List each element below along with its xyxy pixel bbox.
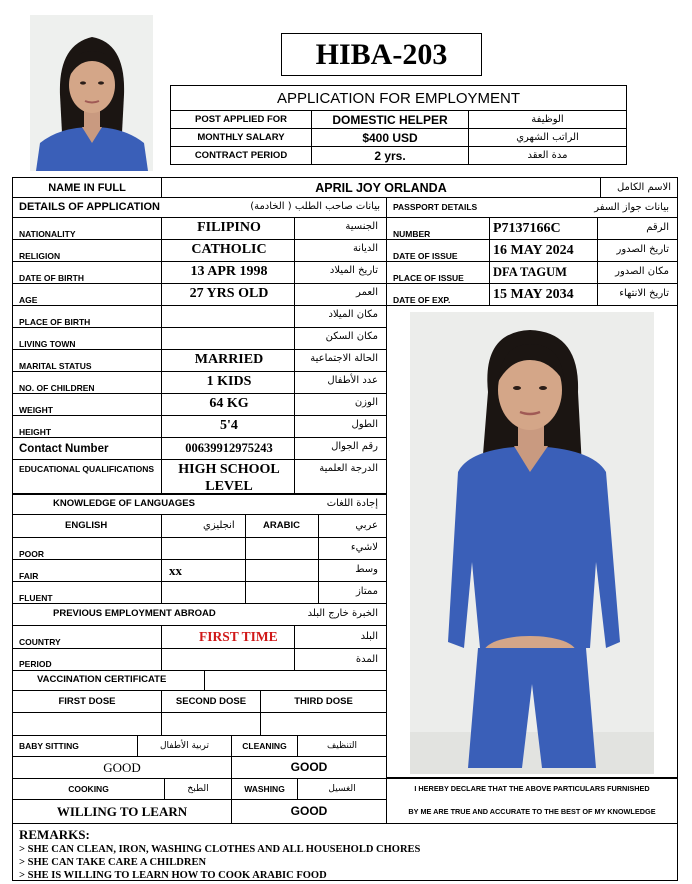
language-level-row: [12, 559, 387, 582]
post-value: DOMESTIC HELPER: [311, 110, 469, 129]
passport-row-label-ar: مكان الصدور: [615, 266, 669, 277]
details-row: [12, 437, 387, 460]
details-row: [12, 415, 387, 438]
languages-header: [12, 493, 387, 515]
details-row-label: PLACE OF BIRTH: [19, 317, 91, 327]
third-dose-value: [260, 712, 387, 736]
passport-row-label-ar: تاريخ الصدور: [616, 244, 669, 255]
passport-row-value: DFA TAGUM: [493, 265, 567, 279]
contract-label: CONTRACT PERIOD: [170, 146, 312, 165]
washing-value: GOOD: [231, 799, 387, 824]
cooking-label-ar: الطبخ: [164, 778, 232, 800]
details-row-value: MARRIED: [194, 352, 264, 367]
washing-label: WASHING: [231, 778, 298, 800]
baby-sitting-label: BABY SITTING: [12, 735, 138, 757]
remark-item: > SHE CAN CLEAN, IRON, WASHING CLOTHES AND ALL HOUSEHOLD CHORES: [19, 844, 421, 855]
salary-label: MONTHLY SALARY: [170, 128, 312, 147]
languages-label: KNOWLEDGE OF LANGUAGES: [53, 498, 195, 509]
passport-row-label: NUMBER: [393, 229, 431, 239]
passport-label: PASSPORT DETAILS: [393, 202, 478, 212]
employment-label-ar: الخبرة خارج البلد: [307, 608, 378, 619]
full-body-illustration: [410, 312, 654, 774]
arabic-label-ar: عربي: [355, 520, 378, 531]
remarks-label: REMARKS:: [19, 827, 90, 842]
passport-row: [386, 283, 678, 306]
details-row-label-ar: تاريخ الميلاد: [329, 265, 378, 276]
details-row-value: 5'4: [220, 418, 238, 433]
details-row-label-ar: رقم الجوال: [331, 441, 378, 452]
english-level-mark: xx: [169, 563, 182, 578]
english-label: ENGLISH: [65, 520, 108, 531]
details-row-value: 00639912975243: [185, 441, 273, 455]
details-row-label-ar: الوزن: [354, 397, 378, 408]
details-row-label-ar: الدرجة العلمية: [319, 463, 378, 474]
portrait-illustration: [30, 15, 153, 171]
cleaning-label: CLEANING: [231, 735, 298, 757]
first-dose-label: FIRST DOSE: [12, 690, 162, 713]
details-row-label-ar: مكان الميلاد: [328, 309, 378, 320]
vaccination-header: [12, 670, 205, 691]
passport-header: [386, 197, 678, 218]
details-row-label: EDUCATIONAL QUALIFICATIONS: [19, 464, 155, 474]
details-row-value: CATHOLIC: [191, 242, 267, 257]
first-dose-value: [12, 712, 162, 736]
cooking-label: COOKING: [12, 778, 165, 800]
details-row-label: RELIGION: [19, 251, 61, 261]
details-row-label: LIVING TOWN: [19, 339, 76, 349]
employment-header: [12, 603, 387, 626]
details-row-label: Contact Number: [19, 443, 109, 455]
period-row: [12, 648, 387, 671]
post-label-ar: الوظيفة: [468, 110, 627, 129]
arabic-label: ARABIC: [263, 520, 300, 531]
passport-row: [386, 261, 678, 284]
post-label: POST APPLIED FOR: [170, 110, 312, 129]
details-row: [12, 349, 387, 372]
second-dose-value: [161, 712, 261, 736]
period-label: PERIOD: [19, 659, 52, 669]
cleaning-label-ar: التنظيف: [297, 735, 387, 757]
details-row-label-ar: الجنسية: [345, 221, 378, 232]
period-label-ar: المدة: [355, 654, 378, 665]
details-row-label: NO. OF CHILDREN: [19, 383, 95, 393]
details-row: [12, 371, 387, 394]
third-dose-label: THIRD DOSE: [260, 690, 387, 713]
name-value: APRIL JOY ORLANDA: [161, 177, 601, 198]
passport-row: [386, 217, 678, 240]
remark-item: > SHE IS WILLING TO LEARN HOW TO COOK ARABIC FOOD: [19, 870, 327, 881]
details-row-label-ar: الديانة: [352, 243, 378, 254]
passport-row-label: DATE OF ISSUE: [393, 251, 458, 261]
details-row-label-ar: الطول: [351, 419, 378, 430]
details-row: [12, 327, 387, 350]
passport-row-value: 16 MAY 2024: [493, 243, 574, 258]
baby-sitting-value: GOOD: [12, 756, 232, 779]
details-row: [12, 283, 387, 306]
full-body-photo: [410, 312, 654, 774]
details-row-label: DATE OF BIRTH: [19, 273, 85, 283]
reference-code: HIBA-203: [281, 33, 482, 76]
details-header: [12, 197, 387, 218]
portrait-photo: [30, 15, 153, 171]
details-row-label: HEIGHT: [19, 427, 52, 437]
remark-item: > SHE CAN TAKE CARE A CHILDREN: [19, 857, 207, 868]
salary-label-ar: الراتب الشهري: [468, 128, 627, 147]
declaration-line-1: I HEREBY DECLARE THAT THE ABOVE PARTICULARS FURNISHED: [414, 784, 650, 793]
details-row: [12, 217, 387, 240]
country-value: FIRST TIME: [199, 629, 278, 644]
remarks-list: [19, 843, 671, 882]
details-row-label: MARITAL STATUS: [19, 361, 92, 371]
passport-row-label-ar: الرقم: [646, 222, 669, 233]
details-label: DETAILS OF APPLICATION: [19, 201, 160, 213]
details-row: [12, 239, 387, 262]
details-row-value: FILIPINO: [197, 220, 261, 235]
language-level-row: [12, 537, 387, 560]
declaration: [386, 778, 678, 824]
details-label-ar: بيانات صاحب الطلب ( الخادمة): [250, 201, 380, 212]
details-row: [12, 393, 387, 416]
passport-row-label-ar: تاريخ الانتهاء: [619, 288, 669, 299]
details-row-value: 27 YRS OLD: [189, 286, 269, 301]
contract-label-ar: مدة العقد: [468, 146, 627, 165]
employment-label: PREVIOUS EMPLOYMENT ABROAD: [53, 608, 216, 619]
passport-label-ar: بيانات جواز السفر: [594, 202, 669, 213]
details-row: [12, 305, 387, 328]
application-title: APPLICATION FOR EMPLOYMENT: [170, 85, 627, 111]
declaration-line-2: BY ME ARE TRUE AND ACCURATE TO THE BEST OF MY KNOWLEDGE: [408, 807, 656, 816]
passport-row-value: 15 MAY 2034: [493, 287, 574, 302]
washing-label-ar: الغسيل: [297, 778, 387, 800]
details-row-label-ar: عدد الأطفال: [327, 375, 378, 386]
language-level-label-ar: ممتاز: [355, 586, 378, 597]
contract-value: 2 yrs.: [311, 146, 469, 165]
cleaning-value: GOOD: [231, 756, 387, 779]
country-row: [12, 625, 387, 649]
details-row-label: AGE: [19, 295, 38, 305]
passport-row-value: P7137166C: [493, 221, 561, 236]
details-row: [12, 459, 387, 495]
vaccination-label: VACCINATION CERTIFICATE: [37, 674, 167, 685]
passport-row-label: PLACE OF ISSUE: [393, 273, 464, 283]
language-level-label: FLUENT: [19, 593, 53, 603]
language-level-label: POOR: [19, 549, 45, 559]
name-label: NAME IN FULL: [12, 177, 162, 198]
details-row-value: 64 KG: [209, 396, 249, 411]
second-dose-label: SECOND DOSE: [161, 690, 261, 713]
language-level-row: [12, 581, 387, 604]
language-level-label-ar: لاشيء: [350, 542, 378, 553]
languages-label-ar: إجادة اللغات: [326, 498, 378, 509]
details-row-value: 13 APR 1998: [190, 264, 268, 279]
language-level-label-ar: وسط: [355, 564, 378, 575]
country-label: COUNTRY: [19, 637, 61, 647]
country-label-ar: البلد: [360, 631, 378, 642]
details-row-label-ar: الحالة الاجتماعية: [310, 353, 378, 364]
passport-row: [386, 239, 678, 262]
language-names-row: [12, 514, 387, 538]
language-level-label: FAIR: [19, 571, 39, 581]
details-row-label: NATIONALITY: [19, 229, 76, 239]
details-row-value: HIGH SCHOOL LEVEL: [178, 462, 280, 494]
baby-sitting-label-ar: تربية الأطفال: [137, 735, 232, 757]
remarks: [12, 823, 678, 881]
details-row: [12, 261, 387, 284]
details-row-label: WEIGHT: [19, 405, 53, 415]
salary-value: $400 USD: [311, 128, 469, 147]
details-row-label-ar: مكان السكن: [325, 331, 378, 342]
details-row-value: 1 KIDS: [206, 374, 252, 389]
passport-row-label: DATE OF EXP.: [393, 295, 451, 305]
cooking-value: WILLING TO LEARN: [12, 799, 232, 824]
details-row-label-ar: العمر: [356, 287, 378, 298]
name-label-ar: الاسم الكامل: [600, 177, 678, 198]
english-label-ar: انجليزي: [203, 520, 235, 531]
